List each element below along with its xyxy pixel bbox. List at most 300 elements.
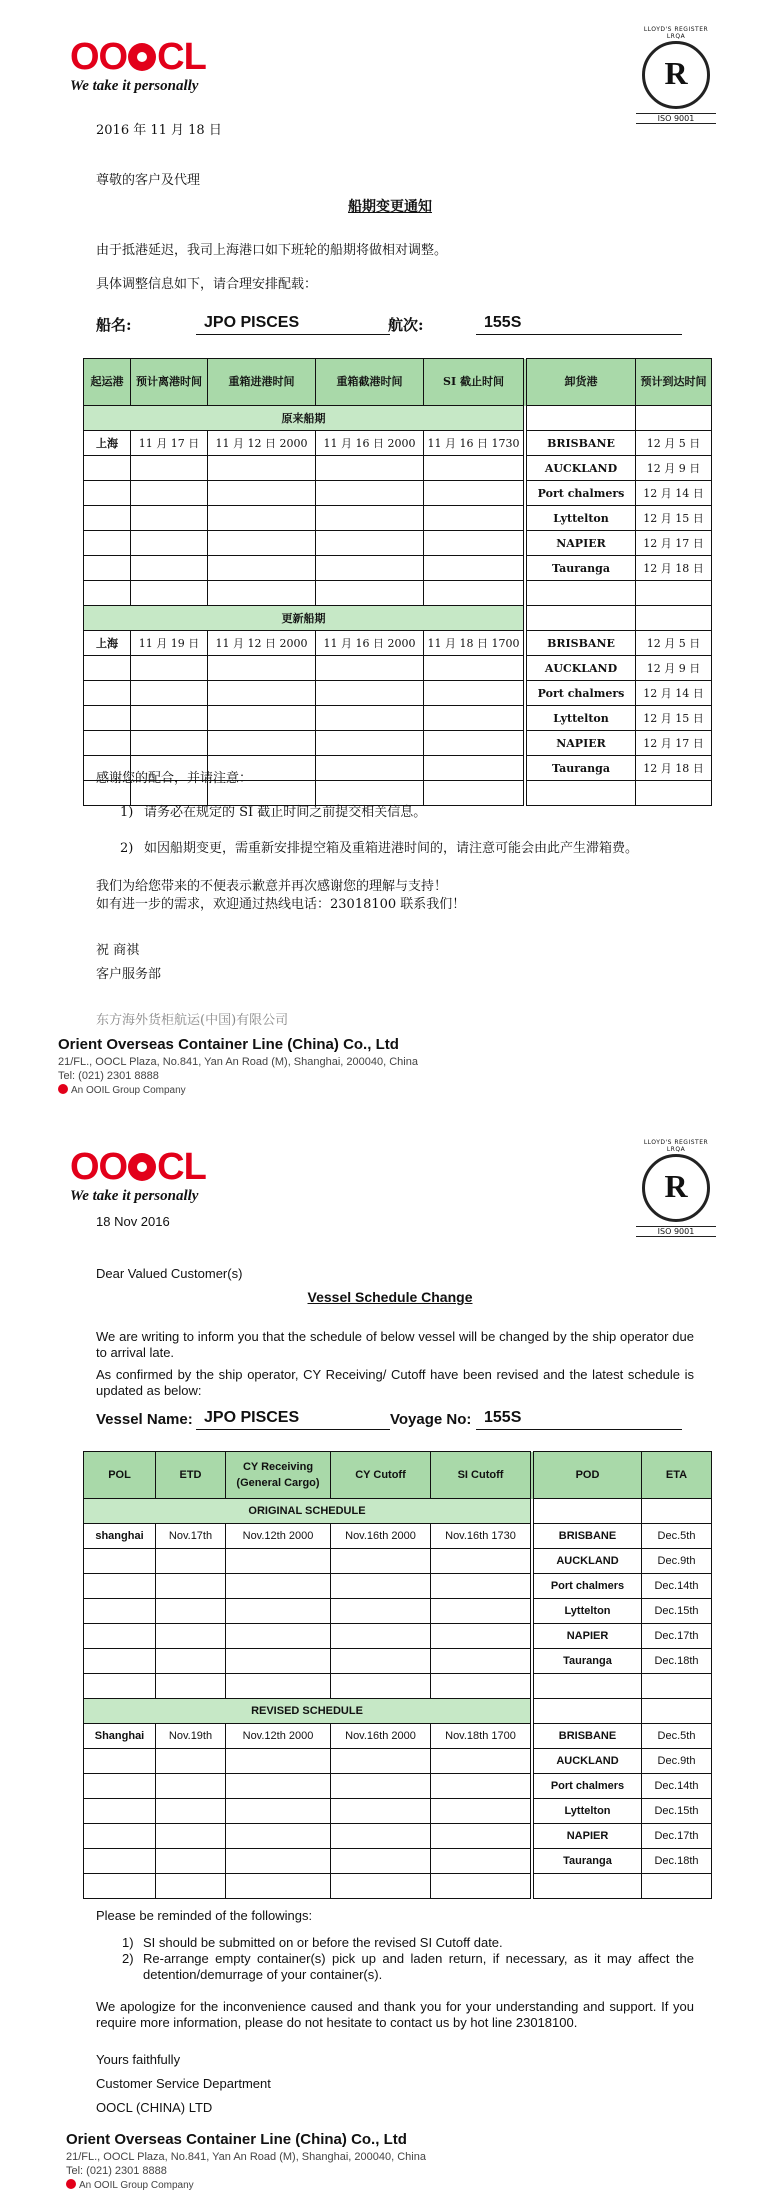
footer-address: 21/FL., OOCL Plaza, No.841, Yan An Road (M), Shanghai, 200040, China (66, 2151, 426, 2163)
table-cell (84, 1874, 156, 1899)
eta-cell: Dec.18th (642, 1849, 712, 1874)
pod-cell: Port chalmers (527, 481, 636, 506)
table-cell (84, 1549, 156, 1574)
table-cell (534, 1874, 642, 1899)
table-cell (84, 731, 131, 756)
table-cell (331, 1874, 431, 1899)
table-cell (316, 506, 424, 531)
table-row (84, 1674, 712, 1699)
table-cell (316, 656, 424, 681)
eta-cell: Dec.18th (642, 1649, 712, 1674)
table-cell (156, 1824, 226, 1849)
table-row (84, 1724, 712, 1749)
iso-badge: LLOYD'S REGISTER LRQA R ISO 9001 (636, 1139, 716, 1237)
table-row (84, 1524, 712, 1549)
footer-company: Orient Overseas Container Line (China) Co., Ltd (58, 1036, 399, 1053)
salutation: 尊敬的客户及代理 (96, 173, 201, 188)
table-cell (156, 1574, 226, 1599)
table-cell (534, 1674, 642, 1699)
table-cell (84, 681, 131, 706)
table-cell (431, 1749, 531, 1774)
table-row (84, 481, 712, 506)
page-english (0, 1103, 780, 2206)
table-cell (226, 1824, 331, 1849)
pod-cell: Port chalmers (534, 1774, 642, 1799)
table-cell (208, 731, 316, 756)
table-cell (331, 1749, 431, 1774)
table-cell (424, 781, 524, 806)
oocl-logo: OO CL We take it personally (70, 1146, 206, 1204)
table-row (84, 556, 712, 581)
table-cell (331, 1799, 431, 1824)
table-cell (431, 1849, 531, 1874)
eta-cell: Dec.17th (642, 1624, 712, 1649)
eta-cell: Dec.14th (642, 1774, 712, 1799)
letter-title: Vessel Schedule Change (307, 1289, 473, 1305)
table-cell (156, 1649, 226, 1674)
pod-cell: BRISBANE (534, 1724, 642, 1749)
table-cell: Nov.12th 2000 (226, 1724, 331, 1749)
table-cell (84, 1849, 156, 1874)
table-cell (84, 706, 131, 731)
tagline: We take it personally (70, 1188, 199, 1204)
schedule-table (83, 1451, 712, 1899)
table-cell (208, 506, 316, 531)
table-row (84, 1649, 712, 1674)
table-row (84, 1624, 712, 1649)
table-cell (424, 531, 524, 556)
eta-cell: 12 月 18 日 (636, 556, 712, 581)
table-cell: 11 月 16 日 2000 (316, 631, 424, 656)
table-cell (131, 731, 208, 756)
tagline: We take it personally (70, 78, 199, 94)
table-cell (527, 406, 636, 431)
table-row (84, 531, 712, 556)
table-cell (424, 731, 524, 756)
table-cell (84, 1574, 156, 1599)
footer-address: 21/FL., OOCL Plaza, No.841, Yan An Road (M), Shanghai, 200040, China (58, 1056, 418, 1068)
table-cell: Nov.16th 1730 (431, 1524, 531, 1549)
pod-cell: Tauranga (534, 1649, 642, 1674)
table-cell (636, 606, 712, 631)
company-name-cn: 东方海外货柜航运(中国)有限公司 (96, 1013, 289, 1028)
table-row (84, 1799, 712, 1824)
table-cell (156, 1799, 226, 1824)
table-cell (156, 1874, 226, 1899)
table-cell: Nov.16th 2000 (331, 1724, 431, 1749)
footer-group: An OOIL Group Company (66, 2179, 194, 2191)
column-header: CY Cutoff (331, 1452, 431, 1499)
table-row (84, 681, 712, 706)
column-header: 预计到达时间 (636, 359, 712, 406)
pod-cell: Lyttelton (527, 506, 636, 531)
table-cell (424, 556, 524, 581)
table-cell (331, 1649, 431, 1674)
table-cell (84, 1824, 156, 1849)
eta-cell: 12 月 14 日 (636, 681, 712, 706)
column-header: ETD (156, 1452, 226, 1499)
apology-line-2: 如有进一步的需求，欢迎通过热线电话：23018100 联系我们！ (96, 897, 466, 912)
table-cell (316, 581, 424, 606)
closing-regards: 祝 商祺 (96, 943, 140, 958)
pod-cell: NAPIER (527, 731, 636, 756)
table-cell: 上海 (84, 631, 131, 656)
pod-cell: NAPIER (534, 1624, 642, 1649)
table-cell (84, 656, 131, 681)
table-cell: 11 月 18 日 1700 (424, 631, 524, 656)
eta-cell: Dec.5th (642, 1724, 712, 1749)
table-cell: shanghai (84, 1524, 156, 1549)
ooil-icon (66, 2179, 76, 2189)
table-cell (316, 556, 424, 581)
table-cell: Nov.19th (156, 1724, 226, 1749)
table-row (84, 506, 712, 531)
section-title: 原来船期 (84, 406, 524, 431)
table-cell (431, 1649, 531, 1674)
footer-company: Orient Overseas Container Line (China) Co., Ltd (66, 2131, 407, 2148)
voyage-number: 155S (476, 312, 682, 335)
table-cell (131, 531, 208, 556)
table-cell (642, 1874, 712, 1899)
table-row (84, 1874, 712, 1899)
table-row (84, 581, 712, 606)
column-header: SI 截止时间 (424, 359, 524, 406)
table-cell (316, 456, 424, 481)
table-cell: Nov.12th 2000 (226, 1524, 331, 1549)
pod-cell: Port chalmers (527, 681, 636, 706)
letter-date: 2016 年 11 月 18 日 (96, 123, 222, 138)
table-cell (226, 1674, 331, 1699)
vessel-label: Vessel Name: (96, 1411, 193, 1428)
note-2-number: 2) (120, 841, 134, 856)
paragraph-1: We are writing to inform you that the schedule of below vessel will be changed by the ship operator due to arrival late. (96, 1329, 694, 1360)
table-cell (131, 581, 208, 606)
note-2-number: 2) (122, 1951, 134, 1966)
table-cell (208, 531, 316, 556)
table-cell (226, 1774, 331, 1799)
paragraph-2: 具体调整信息如下，请合理安排配载： (96, 277, 318, 292)
table-cell (84, 1599, 156, 1624)
section-row (84, 1499, 712, 1524)
vessel-name: JPO PISCES (196, 1407, 390, 1430)
table-row (84, 1849, 712, 1874)
column-header: POD (534, 1452, 642, 1499)
table-cell (316, 756, 424, 781)
table-row (84, 1824, 712, 1849)
table-row (84, 656, 712, 681)
table-cell (331, 1849, 431, 1874)
table-row (84, 1749, 712, 1774)
table-cell (316, 731, 424, 756)
eta-cell: Dec.9th (642, 1749, 712, 1774)
table-row (84, 1549, 712, 1574)
closing-department: Customer Service Department (96, 2076, 271, 2091)
note-1-number: 1) (120, 805, 134, 820)
table-cell: 11 月 12 日 2000 (208, 431, 316, 456)
eta-cell: 12 月 5 日 (636, 631, 712, 656)
eta-cell: Dec.9th (642, 1549, 712, 1574)
pod-cell: AUCKLAND (534, 1549, 642, 1574)
table-cell (84, 1749, 156, 1774)
table-cell (316, 781, 424, 806)
table-cell (424, 681, 524, 706)
table-cell (226, 1599, 331, 1624)
pod-cell: Lyttelton (527, 706, 636, 731)
voyage-number: 155S (476, 1407, 682, 1430)
table-cell (208, 581, 316, 606)
table-cell (316, 706, 424, 731)
table-cell (84, 506, 131, 531)
eta-cell: 12 月 15 日 (636, 506, 712, 531)
flower-icon (128, 1153, 156, 1181)
table-cell (534, 1699, 642, 1724)
paragraph-2: As confirmed by the ship operator, CY Receiving/ Cutoff have been revised and the latest schedule is updated as below: (96, 1367, 694, 1398)
table-row (84, 731, 712, 756)
apology-line-1: 我们为给您带来的不便表示歉意并再次感谢您的理解与支持！ (96, 879, 448, 894)
eta-cell: 12 月 17 日 (636, 531, 712, 556)
table-cell (208, 706, 316, 731)
table-cell: 11 月 19 日 (131, 631, 208, 656)
eta-cell: Dec.5th (642, 1524, 712, 1549)
table-cell: 11 月 16 日 1730 (424, 431, 524, 456)
eta-cell: Dec.17th (642, 1824, 712, 1849)
table-cell (226, 1649, 331, 1674)
reminder-text: Please be reminded of the followings: (96, 1908, 313, 1923)
table-cell (331, 1624, 431, 1649)
note-1-number: 1) (122, 1935, 134, 1950)
table-row (84, 1774, 712, 1799)
table-cell (331, 1774, 431, 1799)
eta-cell: 12 月 15 日 (636, 706, 712, 731)
table-cell (84, 1674, 156, 1699)
table-cell (636, 581, 712, 606)
table-cell (431, 1549, 531, 1574)
pod-cell: NAPIER (527, 531, 636, 556)
table-cell (636, 781, 712, 806)
table-cell (84, 1649, 156, 1674)
vessel-name: JPO PISCES (196, 312, 390, 335)
table-cell (84, 456, 131, 481)
eta-cell: Dec.15th (642, 1599, 712, 1624)
note-2: 如因船期变更，需重新安排提空箱及重箱进港时间的，请注意可能会由此产生滞箱费。 (144, 841, 639, 856)
column-header: ETA (642, 1452, 712, 1499)
table-cell (208, 481, 316, 506)
table-cell: Nov.17th (156, 1524, 226, 1549)
pod-cell: BRISBANE (527, 431, 636, 456)
table-cell (84, 1624, 156, 1649)
table-cell (131, 681, 208, 706)
eta-cell: 12 月 5 日 (636, 431, 712, 456)
table-cell (131, 556, 208, 581)
table-row (84, 1599, 712, 1624)
table-cell: Shanghai (84, 1724, 156, 1749)
table-cell (431, 1774, 531, 1799)
column-header: SI Cutoff (431, 1452, 531, 1499)
table-cell: Nov.16th 2000 (331, 1524, 431, 1549)
table-cell (642, 1699, 712, 1724)
paragraph-1: 由于抵港延迟，我司上海港口如下班轮的船期将做相对调整。 (96, 243, 448, 258)
pod-cell: Port chalmers (534, 1574, 642, 1599)
table-cell (156, 1674, 226, 1699)
table-cell: 上海 (84, 431, 131, 456)
table-cell (131, 656, 208, 681)
table-cell (431, 1599, 531, 1624)
section-row (84, 1699, 712, 1724)
thanks-text: 感谢您的配合，并请注意： (96, 771, 253, 786)
section-row (84, 606, 712, 631)
table-cell (431, 1574, 531, 1599)
table-row (84, 1574, 712, 1599)
table-cell: Nov.18th 1700 (431, 1724, 531, 1749)
table-cell (424, 581, 524, 606)
table-cell (156, 1849, 226, 1874)
pod-cell: AUCKLAND (527, 456, 636, 481)
eta-cell: 12 月 9 日 (636, 456, 712, 481)
table-cell (84, 481, 131, 506)
column-header: POL (84, 1452, 156, 1499)
note-1: SI should be submitted on or before the revised SI Cutoff date. (143, 1935, 503, 1950)
table-cell (431, 1674, 531, 1699)
table-cell (527, 781, 636, 806)
letter-date: 18 Nov 2016 (96, 1214, 170, 1229)
table-cell (156, 1599, 226, 1624)
section-row (84, 406, 712, 431)
table-cell (208, 656, 316, 681)
table-cell (527, 581, 636, 606)
eta-cell: 12 月 14 日 (636, 481, 712, 506)
table-row (84, 631, 712, 656)
section-title: ORIGINAL SCHEDULE (84, 1499, 531, 1524)
table-cell (424, 506, 524, 531)
table-cell (424, 456, 524, 481)
pod-cell: Lyttelton (534, 1599, 642, 1624)
table-cell (642, 1499, 712, 1524)
table-cell (208, 681, 316, 706)
voyage-label: 航次: (388, 316, 424, 334)
table-cell (431, 1624, 531, 1649)
table-cell (131, 706, 208, 731)
column-header: 重箱截港时间 (316, 359, 424, 406)
oocl-logo: OO CL We take it personally (70, 36, 206, 94)
table-row (84, 431, 712, 456)
voyage-label: Voyage No: (390, 1411, 472, 1428)
table-cell (424, 706, 524, 731)
pod-cell: Tauranga (527, 556, 636, 581)
table-row (84, 706, 712, 731)
table-cell (208, 556, 316, 581)
table-cell (331, 1599, 431, 1624)
table-header-row (84, 359, 712, 406)
table-cell: 11 月 12 日 2000 (208, 631, 316, 656)
section-title: 更新船期 (84, 606, 524, 631)
table-cell (156, 1624, 226, 1649)
table-row (84, 456, 712, 481)
table-cell (226, 1849, 331, 1874)
table-cell (84, 581, 131, 606)
table-cell (156, 1774, 226, 1799)
table-cell (226, 1874, 331, 1899)
table-cell: 11 月 17 日 (131, 431, 208, 456)
pod-cell: Tauranga (534, 1849, 642, 1874)
flower-icon (128, 43, 156, 71)
table-cell (156, 1549, 226, 1574)
table-cell (431, 1824, 531, 1849)
table-cell (226, 1624, 331, 1649)
table-cell (226, 1549, 331, 1574)
table-cell (208, 456, 316, 481)
column-header: 预计离港时间 (131, 359, 208, 406)
pod-cell: Tauranga (527, 756, 636, 781)
table-cell (534, 1499, 642, 1524)
pod-cell: AUCKLAND (534, 1749, 642, 1774)
pod-cell: AUCKLAND (527, 656, 636, 681)
iso-badge: LLOYD'S REGISTER LRQA R ISO 9001 (636, 26, 716, 124)
table-cell (636, 406, 712, 431)
table-cell: 11 月 16 日 2000 (316, 431, 424, 456)
table-cell (424, 756, 524, 781)
table-cell (331, 1674, 431, 1699)
apology-text: We apologize for the inconvenience caused and thank you for your understanding and support. If you require more information, please do not hesitate to contact us by hot line 23018100. (96, 1999, 694, 2030)
table-cell (226, 1574, 331, 1599)
note-2: Re-arrange empty container(s) pick up and laden return, if necessary, as it may affect the detention/demurrage of your container(s). (143, 1951, 694, 1982)
table-header-row (84, 1452, 712, 1499)
closing-department: 客户服务部 (96, 967, 162, 982)
table-cell (316, 481, 424, 506)
table-cell (84, 531, 131, 556)
table-cell (331, 1824, 431, 1849)
letter-title: 船期变更通知 (348, 199, 432, 215)
table-cell (84, 1774, 156, 1799)
eta-cell: 12 月 9 日 (636, 656, 712, 681)
table-cell (431, 1874, 531, 1899)
table-cell (316, 681, 424, 706)
table-cell (642, 1674, 712, 1699)
footer-group: An OOIL Group Company (58, 1084, 186, 1096)
footer-tel: Tel: (021) 2301 8888 (58, 1070, 159, 1082)
column-header: 重箱进港时间 (208, 359, 316, 406)
eta-cell: 12 月 18 日 (636, 756, 712, 781)
section-title: REVISED SCHEDULE (84, 1699, 531, 1724)
pod-cell: Lyttelton (534, 1799, 642, 1824)
pod-cell: BRISBANE (527, 631, 636, 656)
eta-cell: 12 月 17 日 (636, 731, 712, 756)
table-cell (431, 1799, 531, 1824)
table-cell (84, 1799, 156, 1824)
table-cell (331, 1574, 431, 1599)
eta-cell: Dec.15th (642, 1799, 712, 1824)
table-cell (226, 1799, 331, 1824)
table-cell (131, 481, 208, 506)
table-cell (316, 531, 424, 556)
salutation: Dear Valued Customer(s) (96, 1266, 243, 1281)
schedule-table (83, 358, 712, 806)
table-cell (131, 506, 208, 531)
vessel-label: 船名: (96, 316, 132, 334)
closing-company: OOCL (CHINA) LTD (96, 2100, 213, 2115)
pod-cell: BRISBANE (534, 1524, 642, 1549)
ooil-icon (58, 1084, 68, 1094)
eta-cell: Dec.14th (642, 1574, 712, 1599)
table-cell (527, 606, 636, 631)
column-header: 起运港 (84, 359, 131, 406)
column-header: CY Receiving (General Cargo) (226, 1452, 331, 1499)
table-cell (424, 481, 524, 506)
table-cell (331, 1549, 431, 1574)
pod-cell: NAPIER (534, 1824, 642, 1849)
table-cell (84, 556, 131, 581)
closing-regards: Yours faithfully (96, 2052, 181, 2067)
footer-tel: Tel: (021) 2301 8888 (66, 2165, 167, 2177)
